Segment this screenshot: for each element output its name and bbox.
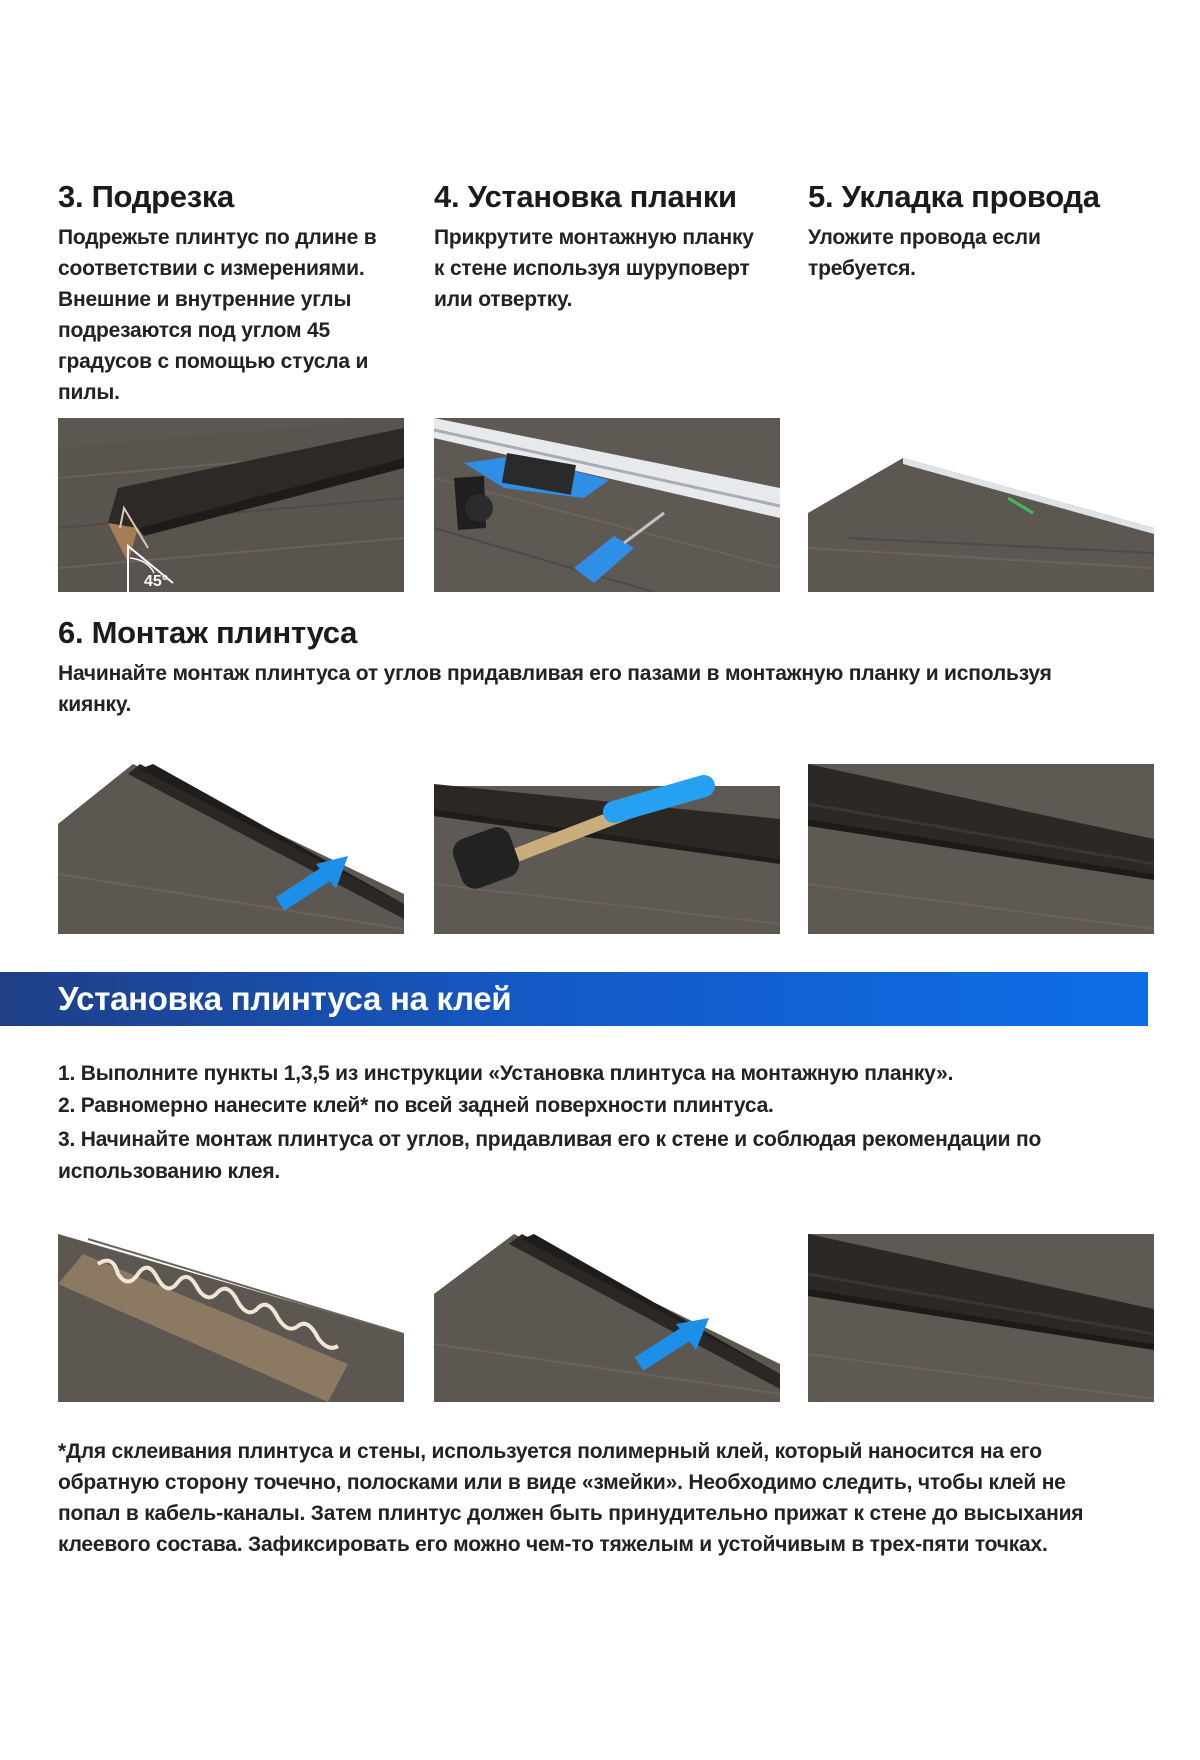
glue-item-2: 2. Равномерно нанесите клей* по всей задней поверхности плинтуса. <box>58 1094 774 1117</box>
glue-section-title: Установка плинтуса на клей <box>58 980 512 1017</box>
photo-wires <box>808 418 1154 592</box>
glue-instructions <box>58 1058 1148 1188</box>
step-6 <box>58 616 1138 720</box>
step-3-title: 3. Подрезка <box>58 179 234 214</box>
step-6-text: Начинайте монтаж плинтуса от углов придавливая его пазами в монтажную планку и используя киянку. <box>58 662 1052 717</box>
step-6-title: 6. Монтаж плинтуса <box>58 615 358 650</box>
photo-screwdriver <box>434 418 780 592</box>
step-5 <box>808 180 1138 284</box>
photo-glue-applied <box>58 1234 404 1402</box>
photo-installed <box>808 764 1154 934</box>
glue-note <box>58 1436 1118 1560</box>
photo-press-glued <box>434 1234 780 1402</box>
step-4-text: Прикрутите монтажную планку к стене используя шуруповерт или отвертку. <box>434 226 754 312</box>
step-5-title: 5. Укладка провода <box>808 179 1100 214</box>
step-3 <box>58 180 418 408</box>
step-4 <box>434 180 764 315</box>
step-5-text: Уложите провода если требуется. <box>808 226 1041 281</box>
photo-press-skirting <box>58 764 404 934</box>
glue-item-1: 1. Выполните пункты 1,3,5 из инструкции «Установка плинтуса на монтажную планку». <box>58 1062 954 1085</box>
photo-cutting <box>58 418 404 592</box>
angle-label: 45° <box>144 573 169 590</box>
step-4-title: 4. Установка планки <box>434 179 737 214</box>
glue-section-banner <box>0 972 1148 1026</box>
step-3-text: Подрежьте плинтус по длине в соответствии с измерениями. Внешние и внутренние углы подрезаются под углом 45 градусов с помощью стусла и пилы. <box>58 226 377 405</box>
photo-mallet <box>434 764 780 934</box>
glue-item-3: 3. Начинайте монтаж плинтуса от углов, придавливая его к стене и соблюдая рекомендации по использованию клея. <box>58 1128 1042 1183</box>
glue-note-text: *Для склеивания плинтуса и стены, используется полимерный клей, который наносится на его обратную сторону точечно, полосками или в виде «змейки». Необходимо следить, чтобы клей не попал в кабель-каналы. Затем плинтус должен быть принудительно прижат к стене до высыхания клеевого состава. Зафиксировать его можно чем-то тяжелым и устойчивым в трех-пяти точках. <box>58 1440 1084 1556</box>
photo-glued-installed <box>808 1234 1154 1402</box>
